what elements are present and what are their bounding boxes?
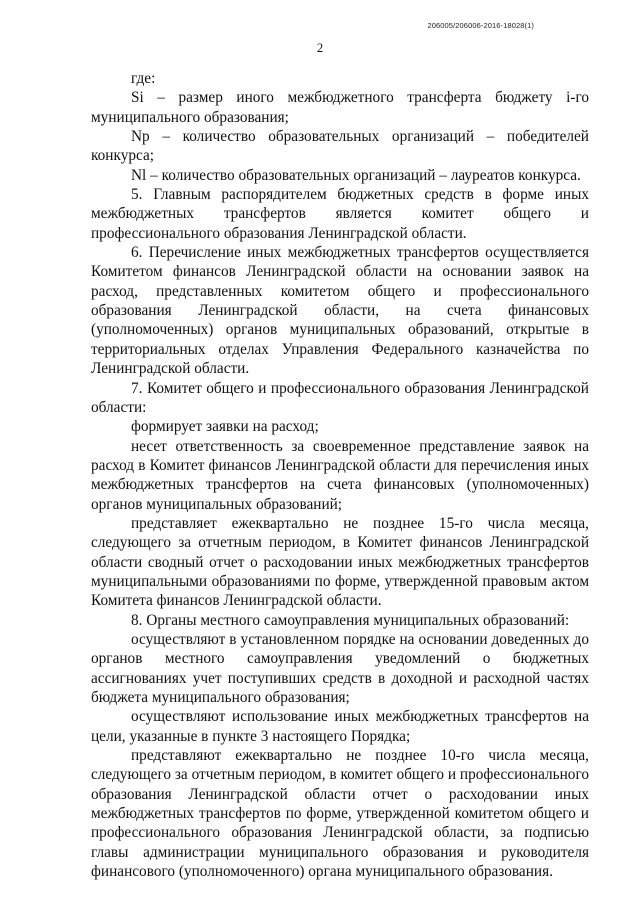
paragraph-item-5: 5. Главным распорядителем бюджетных средств в форме иных межбюджетных трансфертов является комитет общего и профессионального образования Ленинградской области. bbox=[91, 186, 589, 242]
paragraph-item-7: 7. Комитет общего и профессионального образования Ленинградской области: bbox=[91, 379, 589, 416]
paragraph-definition-si: Si – размер иного межбюджетного трансферта бюджету i-го муниципального образования; bbox=[91, 89, 589, 126]
paragraph-item-8-duty-3: представляют ежеквартально не позднее 10-го числа месяца, следующего за отчетным периодом, в комитет общего и профессионального образования Ленинградской области отчет о расходовании иных межбюджетных трансфертов по форме, утвержденной комитетом общего и профессионального образования Ленинградской области, за подписью главы администрации муниципального образования и руководителя финансового (уполномоченного) органа муниципального образования. bbox=[91, 747, 589, 881]
paragraph-item-7-duty-1: формирует заявки на расход; bbox=[131, 418, 319, 436]
paragraph-item-7-duty-3: представляет ежеквартально не позднее 15-го числа месяца, следующего за отчетным периодом, в Комитет финансов Ленинградской области сводный отчет о расходовании иных межбюджетных трансфертов муниципальными образованиями по форме, утвержденной правовым актом Комитета финансов Ленинградской области. bbox=[91, 514, 589, 610]
paragraph-definition-nl: Nl – количество образовательных организаций – лауреатов конкурса. bbox=[131, 166, 581, 184]
paragraph-item-8: 8. Органы местного самоуправления муниципальных образований: bbox=[131, 611, 570, 629]
document-body bbox=[91, 69, 589, 881]
paragraph-item-8-duty-1: осуществляют в установленном порядке на основании доведенных до органов местного самоуправления уведомлений о бюджетных ассигнованиях учет поступивших средств в доходной и расходной частях бюджета муниципального образования; bbox=[91, 630, 589, 706]
paragraph-definition-np: Np – количество образовательных организаций – победителей конкурса; bbox=[91, 128, 589, 165]
paragraph-item-6: 6. Перечисление иных межбюджетных трансфертов осуществляется Комитетом финансов Ленинградской области на основании заявок на расход, представленных комитетом общего и профессионального образования Ленинградской области, на счета финансовых (уполномоченных) органов муниципальных образований, открытые в территориальных отделах Управления Федерального казначейства по Ленинградской области. bbox=[91, 244, 589, 378]
paragraph-item-8-duty-2: осуществляют использование иных межбюджетных трансфертов на цели, указанные в пункте 3 настоящего Порядка; bbox=[91, 708, 589, 745]
paragraph-where: где: bbox=[131, 70, 156, 87]
page-number: 2 bbox=[316, 41, 324, 55]
document-id: 206005/206006-2016-18028(1) bbox=[427, 21, 534, 30]
paragraph-item-7-duty-2: несет ответственность за своевременное представление заявок на расход в Комитет финансов Ленинградской области для перечисления иных межбюджетных трансфертов на счета финансовых (уполномоченных) органов муниципальных образований; bbox=[91, 437, 589, 513]
